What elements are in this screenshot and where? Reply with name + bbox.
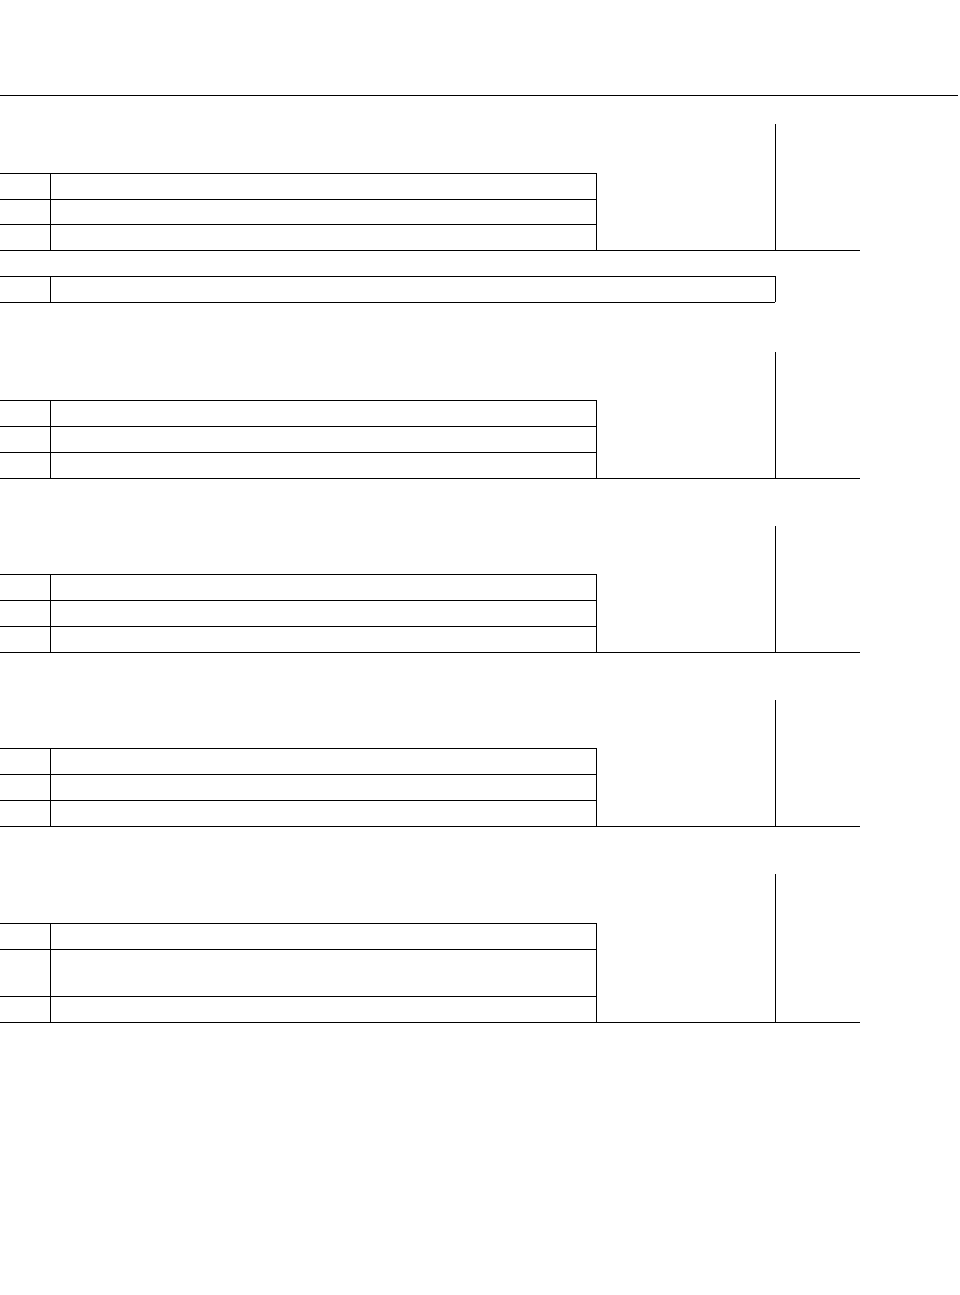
- grid-line: [0, 949, 596, 950]
- grid-line: [0, 478, 860, 479]
- grid-line: [775, 276, 776, 302]
- grid-line: [50, 173, 51, 250]
- grid-line: [0, 600, 596, 601]
- grid-line: [775, 352, 776, 478]
- grid-line: [0, 800, 596, 801]
- grid-line: [596, 923, 597, 1022]
- grid-line: [0, 452, 596, 453]
- grid-line: [775, 700, 776, 826]
- grid-line: [0, 626, 596, 627]
- grid-line: [775, 124, 776, 250]
- grid-line: [0, 426, 596, 427]
- grid-line: [0, 923, 596, 924]
- grid-line: [0, 652, 860, 653]
- grid-line: [50, 276, 51, 302]
- grid-line: [596, 400, 597, 478]
- grid-line: [0, 250, 860, 251]
- grid-line: [50, 748, 51, 826]
- grid-line: [0, 199, 596, 200]
- grid-line: [0, 276, 775, 277]
- grid-line: [50, 574, 51, 652]
- grid-line: [0, 774, 596, 775]
- grid-line: [0, 400, 596, 401]
- grid-line: [775, 874, 776, 1022]
- grid-line: [596, 574, 597, 652]
- grid-line: [596, 748, 597, 826]
- grid-line: [0, 173, 596, 174]
- grid-line: [0, 574, 596, 575]
- grid-line: [0, 996, 596, 997]
- grid-line: [0, 224, 596, 225]
- grid-line: [596, 173, 597, 250]
- grid-line: [50, 923, 51, 1022]
- grid-line: [0, 748, 596, 749]
- grid-line: [50, 400, 51, 478]
- grid-line: [0, 826, 860, 827]
- grid-line: [0, 1022, 860, 1023]
- header-rule: [0, 95, 958, 96]
- grid-line: [0, 302, 775, 303]
- grid-line: [775, 526, 776, 652]
